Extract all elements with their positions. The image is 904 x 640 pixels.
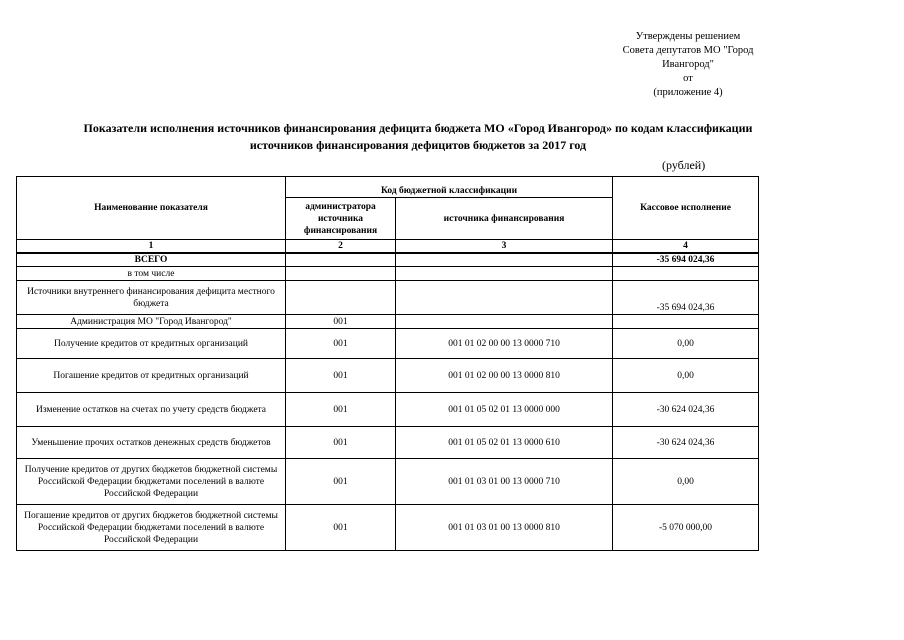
- table-row: [17, 267, 759, 281]
- row-value: [613, 267, 759, 281]
- row-admin: 001: [286, 315, 396, 329]
- row-value: 0,00: [613, 459, 759, 505]
- row-code: 001 01 05 02 01 13 0000 000: [396, 393, 613, 427]
- row-admin: [286, 267, 396, 281]
- row-admin: 001: [286, 427, 396, 459]
- row-name: Администрация МО "Город Ивангород": [17, 315, 286, 329]
- row-admin: [286, 253, 396, 267]
- row-name: Источники внутреннего финансирования дефицита местного бюджета: [17, 281, 286, 315]
- title-line-2: источников финансирования дефицитов бюджетов за 2017 год: [249, 138, 587, 152]
- table-row: [17, 359, 759, 393]
- row-code: 001 01 03 01 00 13 0000 810: [396, 505, 613, 551]
- row-name: в том числе: [17, 267, 286, 281]
- document-title: [18, 120, 818, 154]
- unit-label: (рублей): [662, 158, 706, 172]
- row-admin: 001: [286, 359, 396, 393]
- table-row: [17, 253, 759, 267]
- indicators-table: [16, 176, 759, 551]
- row-name: Погашение кредитов от кредитных организаций: [17, 359, 286, 393]
- table-row: [17, 329, 759, 359]
- row-value: -5 070 000,00: [613, 505, 759, 551]
- header-cash: Кассовое исполнение: [613, 177, 759, 240]
- table-row: [17, 281, 759, 315]
- row-code: [396, 315, 613, 329]
- row-value: -30 624 024,36: [613, 427, 759, 459]
- table-row: [17, 315, 759, 329]
- row-value: -35 694 024,36: [613, 281, 759, 315]
- header-admin: администратора источника финансирования: [286, 198, 396, 240]
- row-name: Получение кредитов от кредитных организаций: [17, 329, 286, 359]
- approval-line: (приложение 4): [653, 87, 723, 98]
- row-name: Уменьшение прочих остатков денежных средств бюджетов: [17, 427, 286, 459]
- row-name: Получение кредитов от других бюджетов бюджетной системы Российской Федерации бюджетами поселений в валюте Российской Федерации: [17, 459, 286, 505]
- row-code: 001 01 03 01 00 13 0000 710: [396, 459, 613, 505]
- row-value: 0,00: [613, 329, 759, 359]
- row-admin: 001: [286, 505, 396, 551]
- column-number: 4: [613, 240, 759, 254]
- row-code: [396, 267, 613, 281]
- row-code: 001 01 02 00 00 13 0000 810: [396, 359, 613, 393]
- approval-line: Утверждены решением: [635, 31, 741, 42]
- row-value: [613, 315, 759, 329]
- table-row: [17, 427, 759, 459]
- row-admin: 001: [286, 459, 396, 505]
- table-row: [17, 459, 759, 505]
- approval-block: [600, 30, 776, 100]
- row-code: [396, 281, 613, 315]
- row-name: Погашение кредитов от других бюджетов бюджетной системы Российской Федерации бюджетами поселений в валюте Российской Федерации: [17, 505, 286, 551]
- row-name: Изменение остатков на счетах по учету средств бюджета: [17, 393, 286, 427]
- title-line-1: Показатели исполнения источников финансирования дефицита бюджета МО «Город Ивангород» по кодам классификации: [83, 121, 753, 135]
- row-admin: 001: [286, 329, 396, 359]
- table-row: [17, 505, 759, 551]
- row-value: 0,00: [613, 359, 759, 393]
- table-row: [17, 393, 759, 427]
- row-code: [396, 253, 613, 267]
- approval-line: Ивангород": [662, 59, 714, 70]
- row-code: 001 01 05 02 01 13 0000 610: [396, 427, 613, 459]
- row-admin: [286, 281, 396, 315]
- row-value: -35 694 024,36: [613, 253, 759, 267]
- header-name: Наименование показателя: [17, 177, 286, 240]
- column-number: 2: [286, 240, 396, 254]
- column-number: 1: [17, 240, 286, 254]
- column-number: 3: [396, 240, 613, 254]
- header-source: источника финансирования: [396, 198, 613, 240]
- row-admin: 001: [286, 393, 396, 427]
- approval-line: от: [683, 73, 693, 84]
- approval-line: Совета депутатов МО "Город: [622, 45, 754, 56]
- row-value: -30 624 024,36: [613, 393, 759, 427]
- row-code: 001 01 02 00 00 13 0000 710: [396, 329, 613, 359]
- header-code-group: Код бюджетной классификации: [286, 177, 613, 198]
- row-name: ВСЕГО: [17, 253, 286, 267]
